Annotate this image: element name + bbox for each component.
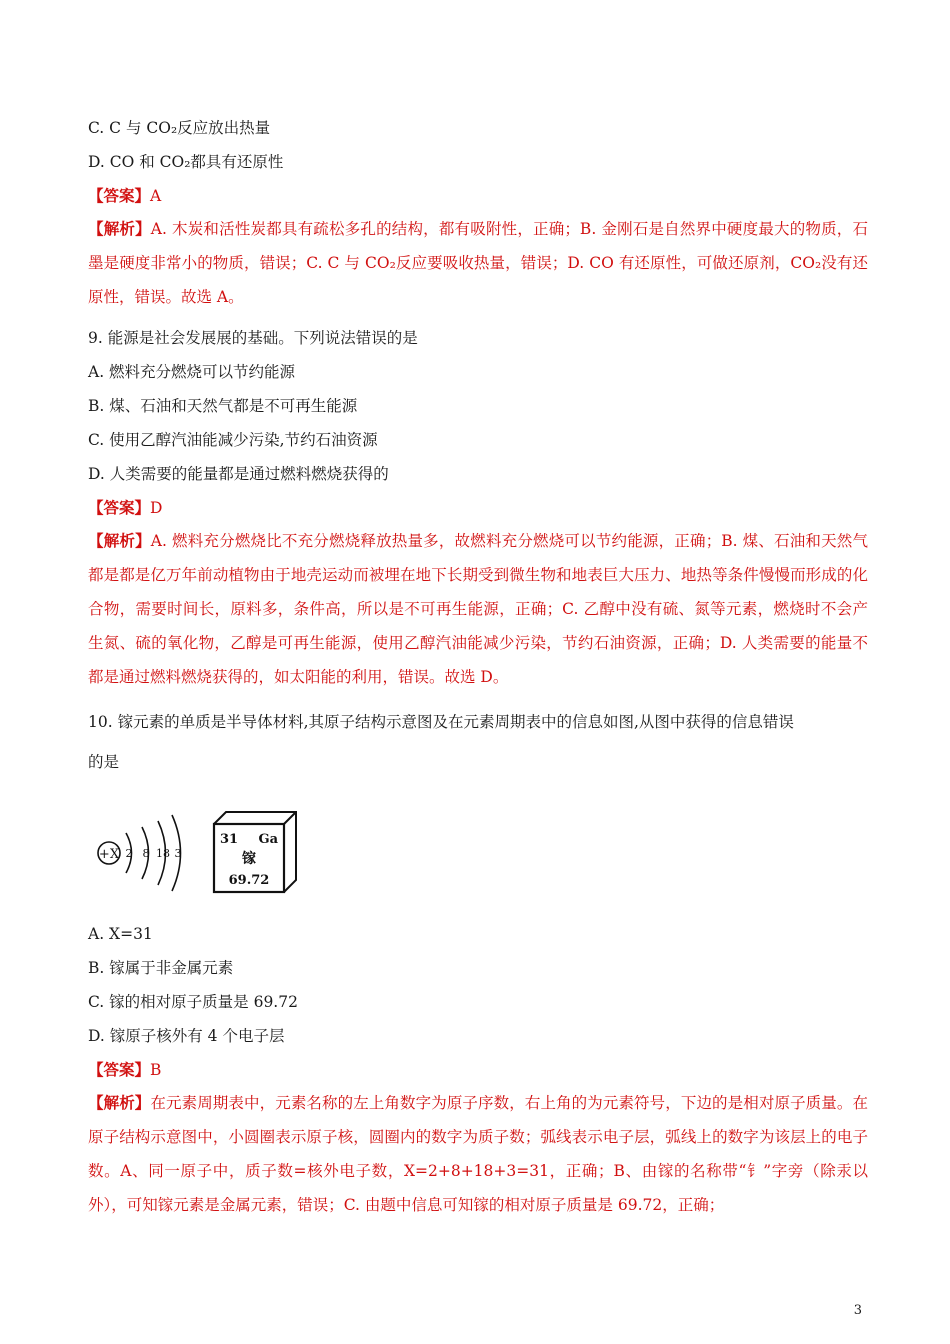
q10-option-a: A. X=31 [88, 925, 153, 943]
q10-stem-line2: 的是 [88, 753, 120, 771]
element-name: 镓 [242, 851, 256, 867]
answer-label: 【答案】 [88, 186, 151, 205]
q10-answer [88, 1060, 161, 1080]
q9-option-c: C. 使用乙醇汽油能减少污染,节约石油资源 [88, 431, 378, 449]
atom-structure-diagram [98, 815, 182, 891]
q8-option-c: C. C 与 CO₂反应放出热量 [88, 119, 271, 137]
shell-electrons-1: 2 [125, 847, 133, 860]
q10-option-c: C. 镓的相对原子质量是 69.72 [88, 993, 298, 1011]
shell-electrons-3: 18 [156, 847, 170, 860]
analysis-text: A. 燃料充分燃烧比不充分燃烧释放热量多，故燃料充分燃烧可以节约能源，正确；B. 煤、石油和天然气都是都是亿万年前动植物由于地壳运动而被埋在地下长期受到微生物和地表巨大压力、地热等条件慢慢而形成的化合物，需要时间长，原料多，条件高，所以是不可再生能源，正确；C. 乙醇中没有硫、氮等元素，燃烧时不会产生氮、硫的氧化物，乙醇是可再生能源，使用乙醇汽油能减少污染，节约石油资源，正确；D. 人类需要的能量不都是通过燃料燃烧获得的，如太阳能的利用，错误。故选 D。 [88, 532, 868, 686]
gallium-diagram [92, 808, 307, 898]
q9-stem: 9. 能源是社会发展展的基础。下列说法错误的是 [88, 329, 418, 347]
q10-stem-line1: 10. 镓元素的单质是半导体材料,其原子结构示意图及在元素周期表中的信息如图,从图中获得的信息错误 [88, 713, 794, 731]
shell-electrons-2: 8 [142, 847, 150, 860]
q10-option-b: B. 镓属于非金属元素 [88, 959, 234, 977]
q10-analysis [88, 1086, 868, 1222]
analysis-label: 【解析】 [88, 1093, 151, 1112]
answer-value: A [150, 187, 162, 205]
analysis-text: 在元素周期表中，元素名称的左上角数字为原子序数，右上角的为元素符号，下边的是相对原子质量。在原子结构示意图中，小圆圈表示原子核，圆圈内的数字为质子数；弧线表示电子层，弧线上的数字为该层上的电子数。A、同一原子中，质子数=核外电子数，X=2+8+18+3=31，正确；B、由镓的名称带“钅”字旁（除汞以外），可知镓元素是金属元素，错误；C. 由题中信息可知镓的相对原子质量是 69.72，正确； [88, 1094, 868, 1214]
element-symbol: Ga [258, 832, 278, 847]
answer-label: 【答案】 [88, 498, 151, 517]
element-mass: 69.72 [228, 873, 270, 888]
analysis-label: 【解析】 [88, 219, 151, 238]
answer-label: 【答案】 [88, 1060, 151, 1079]
q9-option-d: D. 人类需要的能量都是通过燃料燃烧获得的 [88, 465, 389, 483]
analysis-text: A. 木炭和活性炭都具有疏松多孔的结构，都有吸附性，正确；B. 金刚石是自然界中硬度最大的物质，石墨是硬度非常小的物质，错误；C. C 与 CO₂反应要吸收热量，错误；D. CO 有还原性，可做还原剂，CO₂没有还原性，错误。故选 A。 [88, 220, 868, 306]
answer-value: B [150, 1061, 162, 1079]
element-number: 31 [220, 832, 239, 847]
shell-electrons-4: 3 [174, 847, 182, 860]
q8-analysis [88, 212, 868, 314]
answer-value: D [150, 499, 163, 517]
q9-option-b: B. 煤、石油和天然气都是不可再生能源 [88, 397, 358, 415]
q8-answer [88, 186, 161, 206]
page-number: 3 [853, 1303, 862, 1318]
q8-option-d: D. CO 和 CO₂都具有还原性 [88, 153, 284, 171]
nucleus-charge: +X [98, 847, 120, 862]
q9-answer [88, 498, 162, 518]
q10-option-d: D. 镓原子核外有 4 个电子层 [88, 1027, 285, 1045]
element-cell [214, 812, 296, 892]
analysis-label: 【解析】 [88, 531, 151, 550]
q9-option-a: A. 燃料充分燃烧可以节约能源 [88, 363, 296, 381]
q9-analysis [88, 524, 868, 694]
